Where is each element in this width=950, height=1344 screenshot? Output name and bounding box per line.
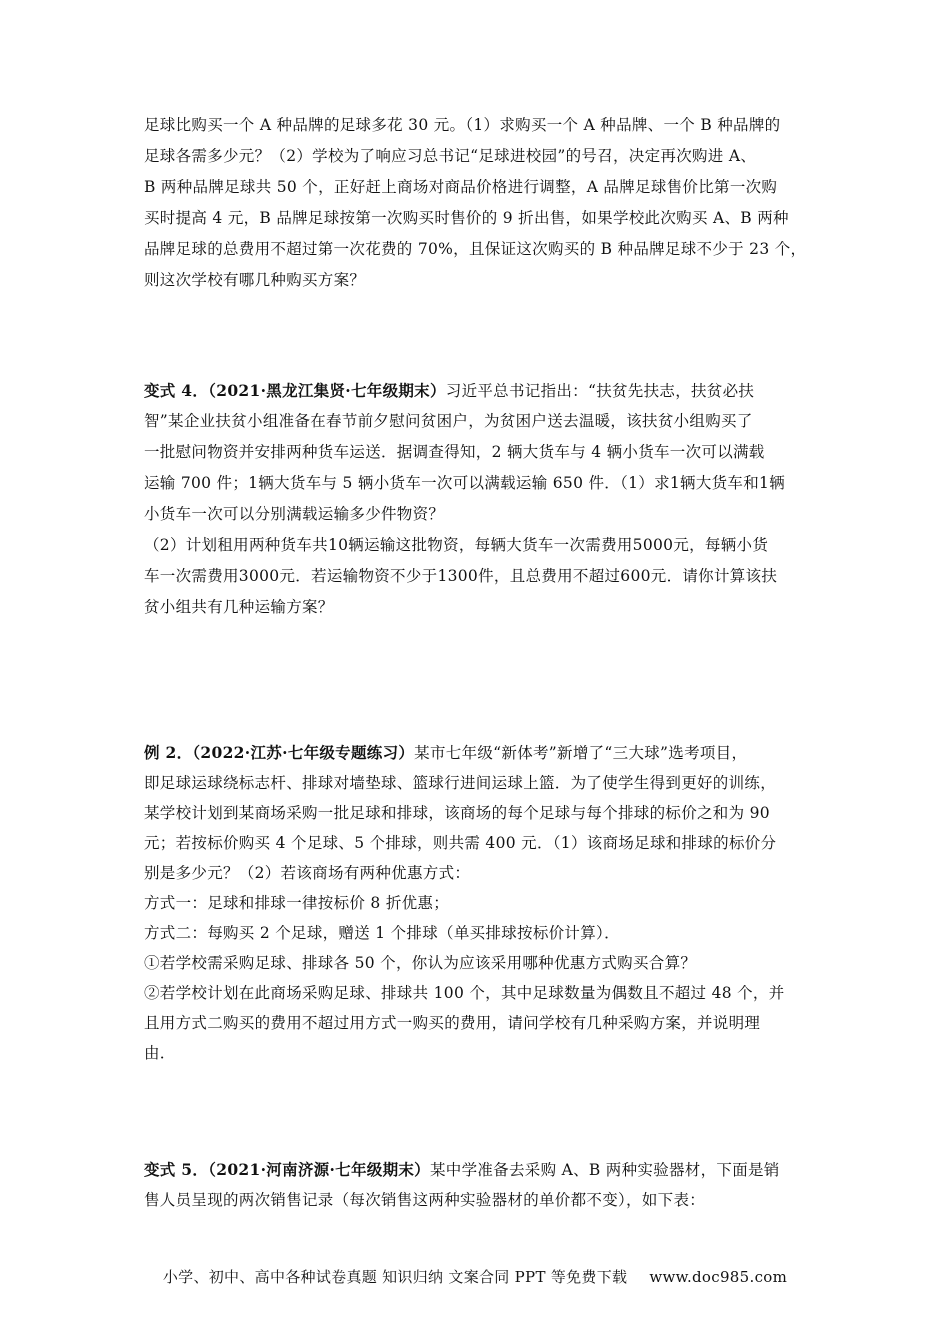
example-2-problem: [144, 738, 820, 1068]
footer-text: 小学、初中、高中各种试卷真题 知识归纳 文案合同 PPT 等免费下载: [162, 1268, 628, 1286]
text-line: 售人员呈现的两次销售记录（每次销售这两种实验器材的单价都不变），如下表：: [144, 1191, 706, 1209]
text-line: 运输 700 件；1辆大货车与 5 辆小货车一次可以满载运输 650 件．（1）求1辆大货车和1辆: [144, 474, 785, 492]
text-line: 智”某企业扶贫小组准备在春节前夕慰问贫困户，为贫困户送去温暖，该扶贫小组购买了: [144, 412, 753, 430]
text-line: 足球各需多少元？（2）学校为了响应习总书记“足球进校园”的号召，决定再次购进 A、: [144, 147, 757, 165]
text-line: 品牌足球的总费用不超过第一次花费的 70%，且保证这次购买的 B 种品牌足球不少于 23 个，: [144, 240, 807, 258]
text-line: 且用方式二购买的费用不超过用方式一购买的费用，请问学校有几种采购方案，并说明理: [144, 1014, 761, 1032]
text-span: 某中学准备去采购 A、B 两种实验器材，下面是销: [429, 1161, 780, 1179]
text-line: 一批慰问物资并安排两种货车运送．据调查得知，2 辆大货车与 4 辆小货车一次可以满载: [144, 443, 765, 461]
variant-5-problem: [144, 1154, 820, 1216]
footer-url[interactable]: www.doc985.com: [649, 1268, 788, 1286]
text-line: 即足球运球绕标志杆、排球对墙垫球、篮球行进间运球上篮．为了使学生得到更好的训练，: [144, 774, 777, 792]
text-line: 元；若按标价购买 4 个足球、5 个排球，则共需 400 元．（1）该商场足球和排球的标价分: [144, 834, 777, 852]
text-line: 别是多少元？（2）若该商场有两种优惠方式：: [144, 864, 471, 882]
text-line: 某学校计划到某商场采购一批足球和排球，该商场的每个足球与每个排球的标价之和为 90: [144, 804, 770, 822]
text-line: ①若学校需采购足球、排球各 50 个，你认为应该采用哪种优惠方式购买合算？: [144, 954, 697, 972]
variant-4-problem: [144, 375, 820, 623]
text-line: 车一次需费用3000元．若运输物资不少于1300件，且总费用不超过600元．请你计算该扶: [144, 567, 778, 585]
intro-problem: [144, 110, 820, 296]
text-line: ②若学校计划在此商场采购足球、排球共 100 个，其中足球数量为偶数且不超过 48 个，并: [144, 984, 785, 1002]
text-line: 买时提高 4 元，B 品牌足球按第一次购买时售价的 9 折出售，如果学校此次购买 A、B 两种: [144, 209, 789, 227]
problem-heading: 例 2．（2022·江苏·七年级专题练习）: [144, 743, 415, 762]
problem-heading: 变式 4．（2021·黑龙江集贤·七年级期末）: [144, 381, 446, 400]
text-line: B 两种品牌足球共 50 个，正好赶上商场对商品价格进行调整，A 品牌足球售价比第一次购: [144, 178, 778, 196]
text-line: （2）计划租用两种货车共10辆运输这批物资，每辆大货车一次需费用5000元，每辆小货: [144, 536, 769, 554]
text-line: 则这次学校有哪几种购买方案？: [144, 271, 366, 289]
text-line: 方式二：每购买 2 个足球，赠送 1 个排球（单买排球按标价计算）．: [144, 924, 620, 942]
text-line: 由．: [144, 1044, 176, 1062]
page-footer: [0, 1266, 950, 1287]
text-line: 足球比购买一个 A 种品牌的足球多花 30 元。（1）求购买一个 A 种品牌、一个 B 种品牌的: [144, 116, 781, 134]
text-span: 习近平总书记指出：“扶贫先扶志，扶贫必扶: [445, 382, 755, 400]
text-line: 方式一：足球和排球一律按标价 8 折优惠；: [144, 894, 450, 912]
text-span: 某市七年级“新体考”新增了“三大球”选考项目，: [414, 744, 748, 762]
problem-heading: 变式 5．（2021·河南济源·七年级期末）: [144, 1160, 430, 1179]
text-line: 贫小组共有几种运输方案？: [144, 598, 334, 616]
text-line: 小货车一次可以分别满载运输多少件物资？: [144, 505, 445, 523]
